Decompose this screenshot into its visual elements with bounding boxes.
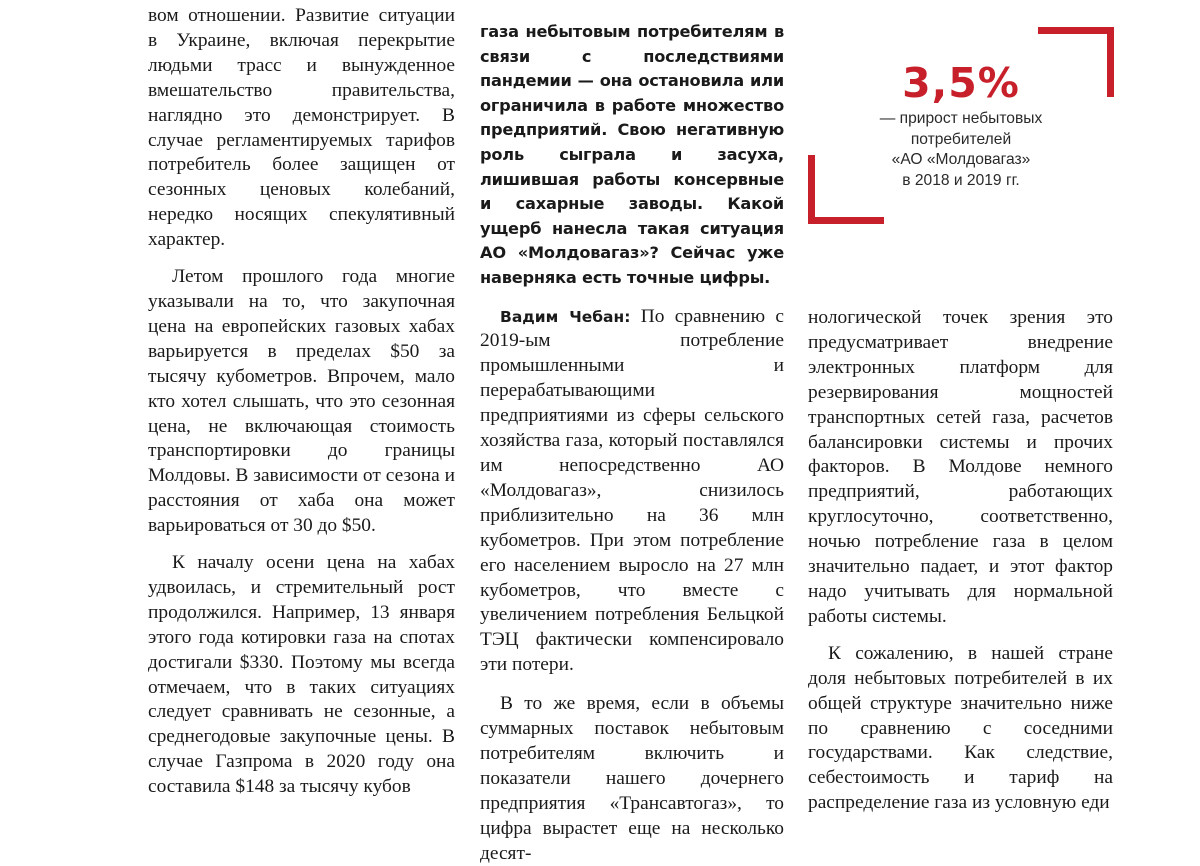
stat-caption-line: в 2018 и 2019 гг.	[902, 171, 1020, 189]
interview-question: газа небытовым потребителям в связи с последствиями пандемии — она остановила или ограничила в работе множество предприятий. Свою негативную роль сыграла и засуха, лишившая работы консервные и сахарные заводы. Какой ущерб нанесла такая ситуация АО «Молдовагаз»? Сейчас уже наверняка есть точные цифры.	[480, 22, 784, 287]
article-column-3	[808, 306, 1113, 816]
speaker-name: Вадим Чебан:	[500, 307, 631, 326]
paragraph: вом отношении. Развитие ситуации в Украине, включая перекрытие людьми трасс и вынужденное вмешательство правительства, наглядно это демонстрирует. В случае регламентируемых тарифов потребитель более защищен от сезонных ценовых колебаний, нередко носящих спекулятивный характер.	[148, 5, 455, 251]
stat-caption	[838, 109, 1084, 191]
stat-caption-line: — прирост небытовых	[879, 110, 1043, 127]
paragraph: нологической точек зрения это предусматривает внедрение электронных платформ для резервирования мощностей транспортных сетей газа, расчетов балансировки системы и прочих факторов. В Молдове немного предприятий, работающих круглосуточно, соответственно, ночью потребление газа в целом значительно падает, и этот фактор надо учитывать для нормальной работы системы.	[808, 307, 1113, 627]
paragraph: К началу осени цена на хабах удвоилась, и стремительный рост продолжился. Например, 13 января этого года котировки газа на спотах достигали $330. Поэтому мы всегда отмечаем, что в таких ситуациях следует сравнивать не сезонные, а среднегодовые закупочные цены. В случае Газпрома в 2020 году она составила $148 за тысячу кубов	[148, 552, 455, 798]
paragraph: К сожалению, в нашей стране доля небытовых потребителей в их общей структуре значительно ниже по сравнению с соседними государствами. Как следствие, себестоимость и тариф на распределение газа из условную еди	[808, 642, 1113, 814]
stat-caption-line: «АО «Молдовагаз»	[891, 151, 1031, 168]
corner-bracket-top-right-vertical	[1107, 27, 1114, 97]
article-column-2	[480, 20, 784, 866]
paragraph: В то же время, если в объемы суммарных поставок небытовым потребителям включить и показатели нашего дочернего предприятия «Трансавтогаз», то цифра вырастет еще на несколько десят-	[480, 693, 784, 864]
interview-answer	[480, 305, 784, 679]
corner-bracket-top-right-horizontal	[1038, 27, 1114, 34]
article-column-1	[148, 4, 455, 800]
paragraph: Летом прошлого года многие указывали на то, что закупочная цена на европейских газовых хабах варьируется в пределах $50 за тысячу кубометров. Впрочем, мало кто хотел слышать, что это сезонная цена, не включающая стоимость транспортировки до границы Молдовы. В зависимости от сезона и расстояния от хаба она может варьироваться от 30 до $50.	[148, 266, 455, 537]
stat-caption-line: потребителей	[910, 130, 1012, 148]
stat-block	[838, 60, 1084, 191]
stat-value: 3,5%	[902, 59, 1020, 107]
corner-bracket-bottom-left-vertical	[808, 155, 815, 224]
corner-bracket-bottom-left-horizontal	[808, 217, 884, 224]
answer-text: По сравнению с 2019-ым потребление промышленными и перерабатывающими предприятиями из сферы сельского хозяйства газа, который поставлялся им непосредственно АО «Молдовагаз», снизилось приблизительно на 36 млн кубометров. При этом потребление его населением выросло на 27 млн кубометров, что вместе с увеличением потребления Бельцкой ТЭЦ фактически компенсировало эти потери.	[480, 305, 784, 676]
